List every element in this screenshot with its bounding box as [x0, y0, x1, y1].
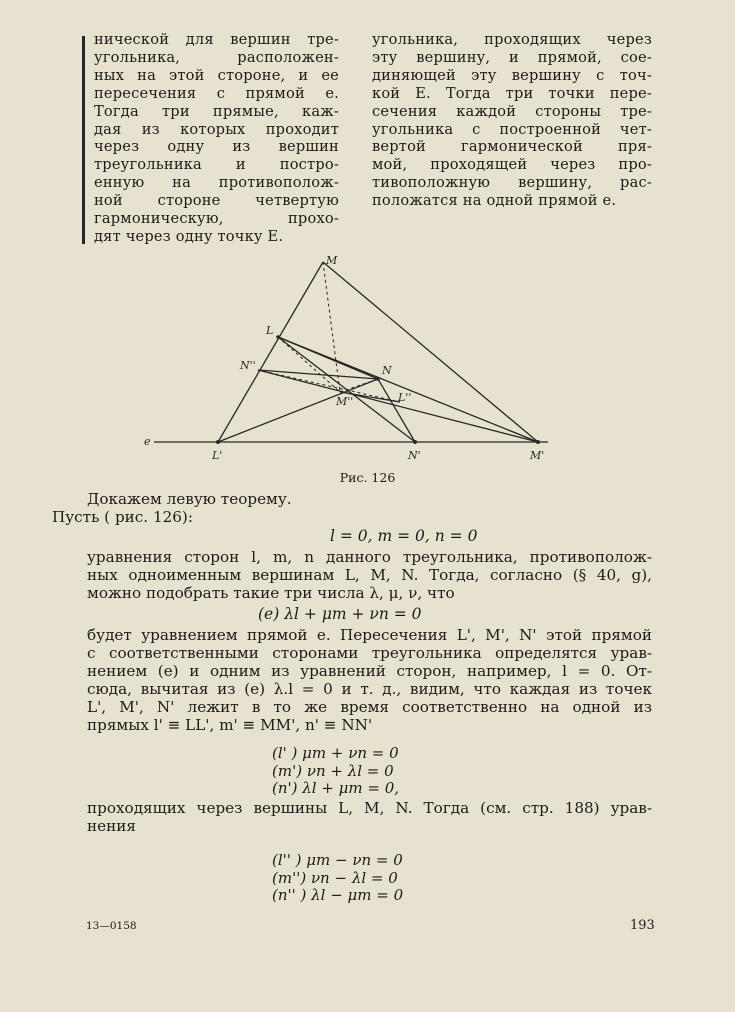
label-e: e [144, 435, 151, 448]
paragraph-3 [87, 800, 652, 836]
equation-e: (e) λl + μm + νn = 0 [258, 605, 422, 623]
segment-N-Nprime [378, 379, 415, 442]
left-line: ных на этой стороне, и ее [94, 66, 339, 84]
right-line: положатся на одной прямой е. [372, 192, 617, 210]
triangle-side-left [218, 262, 323, 442]
left-line: треугольника и постро- [94, 156, 339, 174]
point-Nprime [413, 440, 417, 444]
para2-line: с соответственными сторонами треугольника определятся урав- [87, 643, 652, 662]
right-line: эту вершину, и прямой, сое- [372, 48, 652, 66]
system1-line: (n') λl + μm = 0, [272, 779, 400, 797]
left-line: енную на противополож- [94, 174, 339, 192]
right-line: мой, проходящей через про- [372, 156, 652, 174]
system2-line: (n'' ) λl − μm = 0 [272, 886, 404, 904]
dashed-M-M2 [323, 262, 340, 392]
para2-line: сюда, вычитая из (е) λ.l = 0 и т. д., видим, что каждая из точек [87, 679, 652, 698]
para3-line: нения [87, 816, 136, 835]
signature-mark: 13—0158 [86, 920, 137, 932]
equation-sides: l = 0, m = 0, n = 0 [330, 527, 478, 545]
label-L2: L'' [398, 391, 412, 404]
left-line: нической для вершин тре- [94, 31, 339, 48]
right-line: угольника, проходящих через [372, 31, 652, 48]
label-M2: M'' [336, 395, 354, 408]
right-line: диняющей эту вершину с точ- [372, 66, 652, 84]
label-L: L [266, 324, 274, 337]
let-line: Пусть ( рис. 126): [52, 508, 193, 526]
left-line: дят через одну точку E. [94, 227, 284, 245]
label-N: N [382, 364, 392, 377]
segment-N-Lprime [218, 379, 378, 442]
para3-line: проходящих через вершины L, M, N. Тогда (см. стр. 188) урав- [87, 799, 652, 817]
equation-system-1 [272, 745, 399, 798]
right-line: тивоположную вершину, рас- [372, 174, 652, 192]
system1-line: (l' ) μm + νn = 0 [272, 744, 399, 762]
figure-caption: Рис. 126 [339, 470, 396, 485]
left-line: Тогда три прямые, каж- [94, 102, 339, 120]
para1-line: ных одноименным вершинам L, M, N. Тогда, согласно (§ 40, g), [87, 565, 652, 584]
left-line: пересечения с прямой е. [94, 84, 339, 102]
para2-line: будет уравнением прямой е. Пересечения L', M', N' этой прямой [87, 626, 652, 644]
label-Nprime: N' [408, 449, 421, 462]
para2-line: нением (е) и одним из уравнений сторон, например, l = 0. От- [87, 661, 652, 680]
left-line: ной стороне четвертую [94, 192, 339, 210]
para1-line: уравнения сторон l, m, n данного треугольника, противополож- [87, 548, 652, 566]
label-N2: N'' [240, 359, 256, 372]
right-line: вертой гармонической пря- [372, 138, 652, 156]
right-line: кой E. Тогда три точки пере- [372, 84, 652, 102]
margin-bar [82, 36, 85, 244]
left-line: дая из которых проходит [94, 120, 339, 138]
paragraph-2 [87, 627, 652, 734]
point-Mprime [536, 440, 540, 444]
equation-system-2 [272, 852, 403, 905]
right-column [372, 31, 652, 210]
para2-line: L', M', N' лежит в то же время соответственно на одной из [87, 697, 652, 716]
para2-line: прямых l' ≡ LL', m' ≡ MM', n' ≡ NN' [87, 715, 373, 734]
label-Mprime: M' [530, 449, 545, 462]
system1-line: (m') νn + λl = 0 [272, 761, 394, 780]
point-L [276, 335, 280, 339]
system2-line: (l'' ) μm − νn = 0 [272, 851, 403, 869]
segment-L-Mprime [278, 337, 538, 442]
label-Lprime: L' [212, 449, 223, 462]
left-line: через одну из вершин [94, 138, 339, 156]
page-number: 193 [630, 918, 655, 933]
geometry-figure [140, 252, 560, 467]
left-line: угольника, расположен- [94, 48, 339, 66]
point-Lprime [216, 440, 220, 444]
heading-line: Докажем левую теорему. [87, 490, 292, 508]
right-line: сечения каждой стороны тре- [372, 102, 652, 120]
paragraph-1 [87, 549, 652, 603]
left-line: гармоническую, прохо- [94, 210, 339, 228]
point-N [376, 377, 380, 381]
system2-line: (m'') νn − λl = 0 [272, 868, 398, 887]
para1-line: можно подобрать такие три числа λ, μ, ν, что [87, 583, 455, 602]
left-column [94, 31, 339, 246]
right-line: угольника с построенной чет- [372, 120, 652, 138]
label-M: M [326, 254, 338, 267]
